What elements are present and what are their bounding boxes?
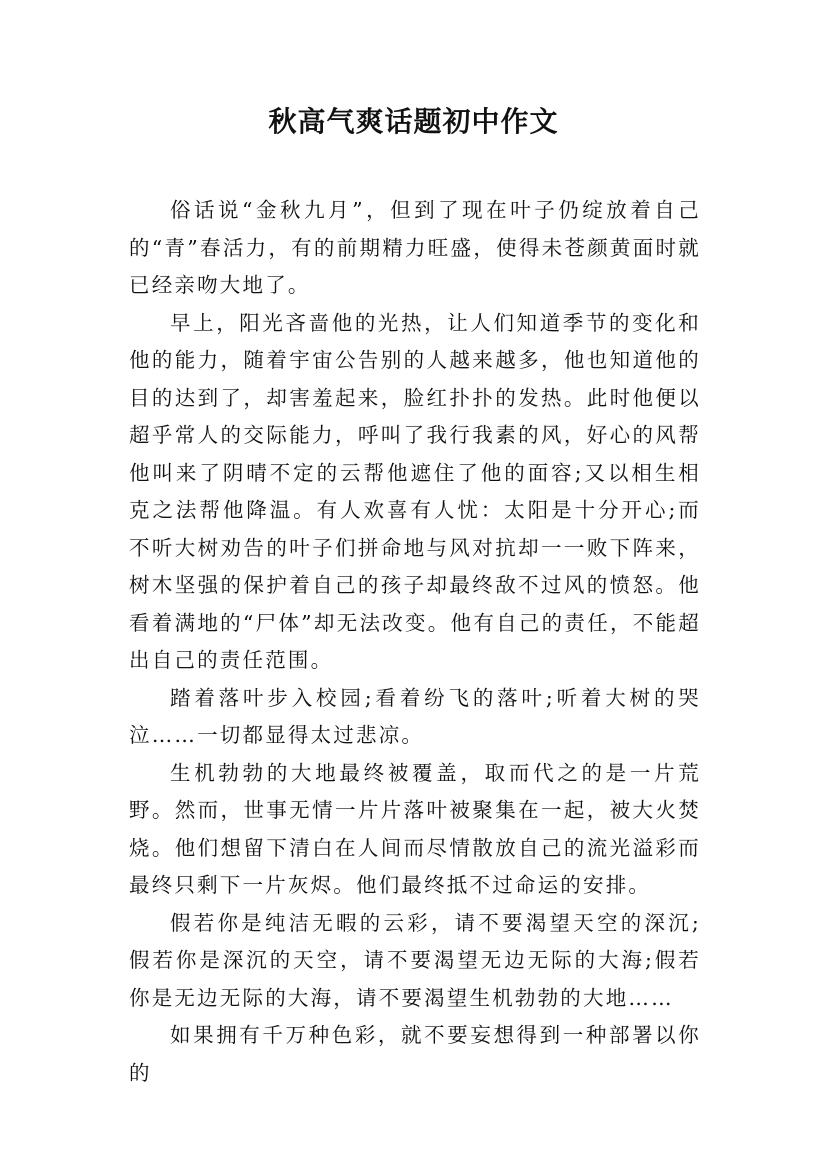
essay-body [129,192,701,1092]
paragraph: 如果拥有千万种色彩，就不要妄想得到一种部署以你的 [129,1023,701,1085]
paragraph: 踏着落叶步入校园;看着纷飞的落叶;听着大树的哭泣……一切都显得太过悲凉。 [129,685,701,747]
document-title: 秋高气爽话题初中作文 [268,105,559,138]
paragraph: 假若你是纯洁无暇的云彩，请不要渴望天空的深沉;假若你是深沉的天空，请不要渴望无边无际的大海;假若你是无边无际的大海，请不要渴望生机勃勃的大地…… [129,910,701,1010]
paragraph: 俗话说“金秋九月”，但到了现在叶子仍绽放着自己的“青”春活力，有的前期精力旺盛，使得未苍颜黄面时就已经亲吻大地了。 [129,198,701,297]
paragraph: 生机勃勃的大地最终被覆盖，取而代之的是一片荒野。然而，世事无情一片片落叶被聚集在一起，被大火焚烧。他们想留下清白在人间而尽情散放自己的流光溢彩而最终只剩下一片灰烬。他们最终抵不过命运的安排。 [129,760,701,897]
paragraph: 早上，阳光吝啬他的光热，让人们知道季节的变化和他的能力，随着宇宙公告别的人越来越多，他也知道他的目的达到了，却害羞起来，脸红扑扑的发热。此时他便以超乎常人的交际能力，呼叫了我行我素的风，好心的风帮他叫来了阴晴不定的云帮他遮住了他的面容;又以相生相克之法帮他降温。有人欢喜有人忧：太阳是十分开心;而不听大树劝告的叶子们拼命地与风对抗却一一败下阵来，树木坚强的保护着自己的孩子却最终敌不过风的愤怒。他看着满地的“尸体”却无法改变。他有自己的责任，不能超出自己的责任范围。 [129,310,701,672]
